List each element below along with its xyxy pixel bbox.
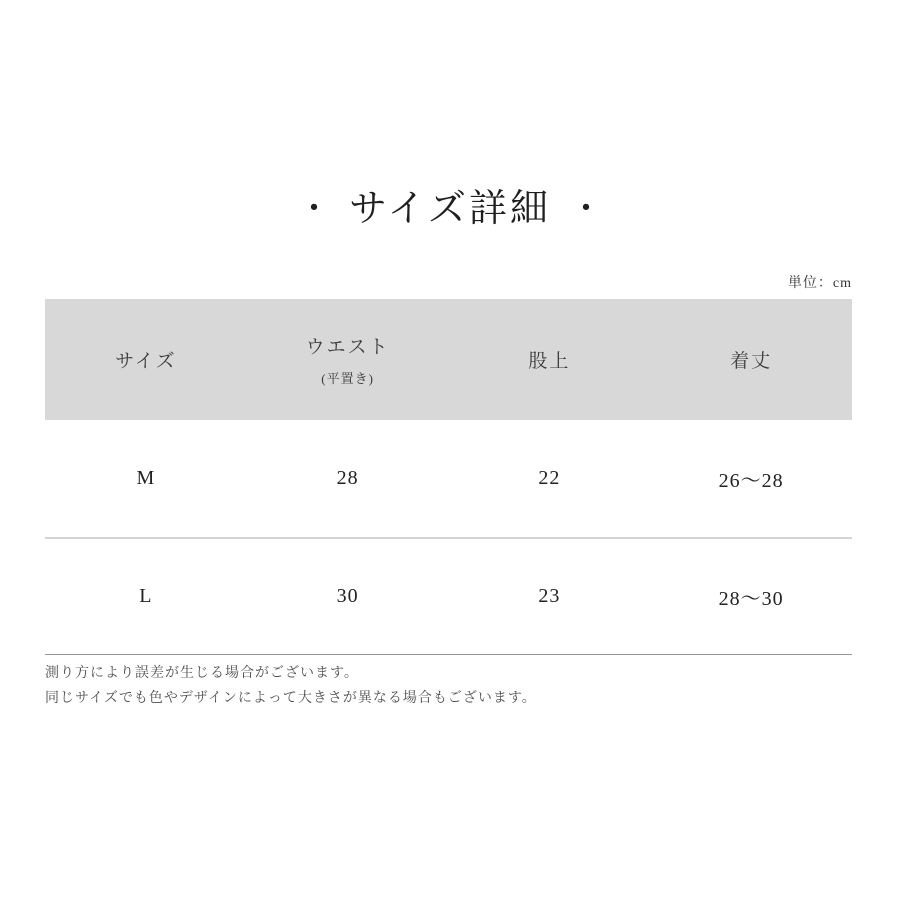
column-header-label: 着丈 (730, 351, 773, 372)
column-header-sublabel: (平置き) (321, 371, 374, 386)
cell-rise: 23 (538, 585, 561, 607)
title-dot-right: ・ (568, 191, 603, 229)
table-row-m (45, 420, 852, 539)
cell-waist: 28 (336, 467, 359, 489)
column-header-length (650, 299, 852, 420)
column-header-size (45, 299, 247, 420)
footnote-variation: 同じサイズでも色やデザインによって大きさが異なる場合もございます。 (45, 691, 537, 706)
unit-label: 単位：cm (787, 276, 852, 291)
title-text: サイズ詳細 (349, 188, 551, 230)
column-header-rise (449, 299, 651, 420)
cell-rise: 22 (538, 467, 561, 489)
cell-size: M (136, 467, 156, 489)
column-header-label: 股上 (528, 351, 571, 372)
column-header-waist (247, 299, 449, 420)
table-row-l (45, 539, 852, 654)
cell-waist: 30 (336, 585, 359, 607)
column-header-label: サイズ (115, 351, 177, 372)
title-dot-left: ・ (297, 191, 332, 229)
cell-length: 28〜30 (718, 588, 784, 610)
column-header-label: ウエスト (305, 337, 390, 358)
page-title (0, 188, 900, 232)
footnotes (45, 661, 852, 711)
cell-size: L (139, 585, 153, 607)
footnote-measurement: 測り方により誤差が生じる場合がございます。 (45, 666, 359, 681)
table-header-row (45, 299, 852, 420)
cell-length: 26〜28 (718, 470, 784, 492)
size-table (45, 299, 852, 655)
